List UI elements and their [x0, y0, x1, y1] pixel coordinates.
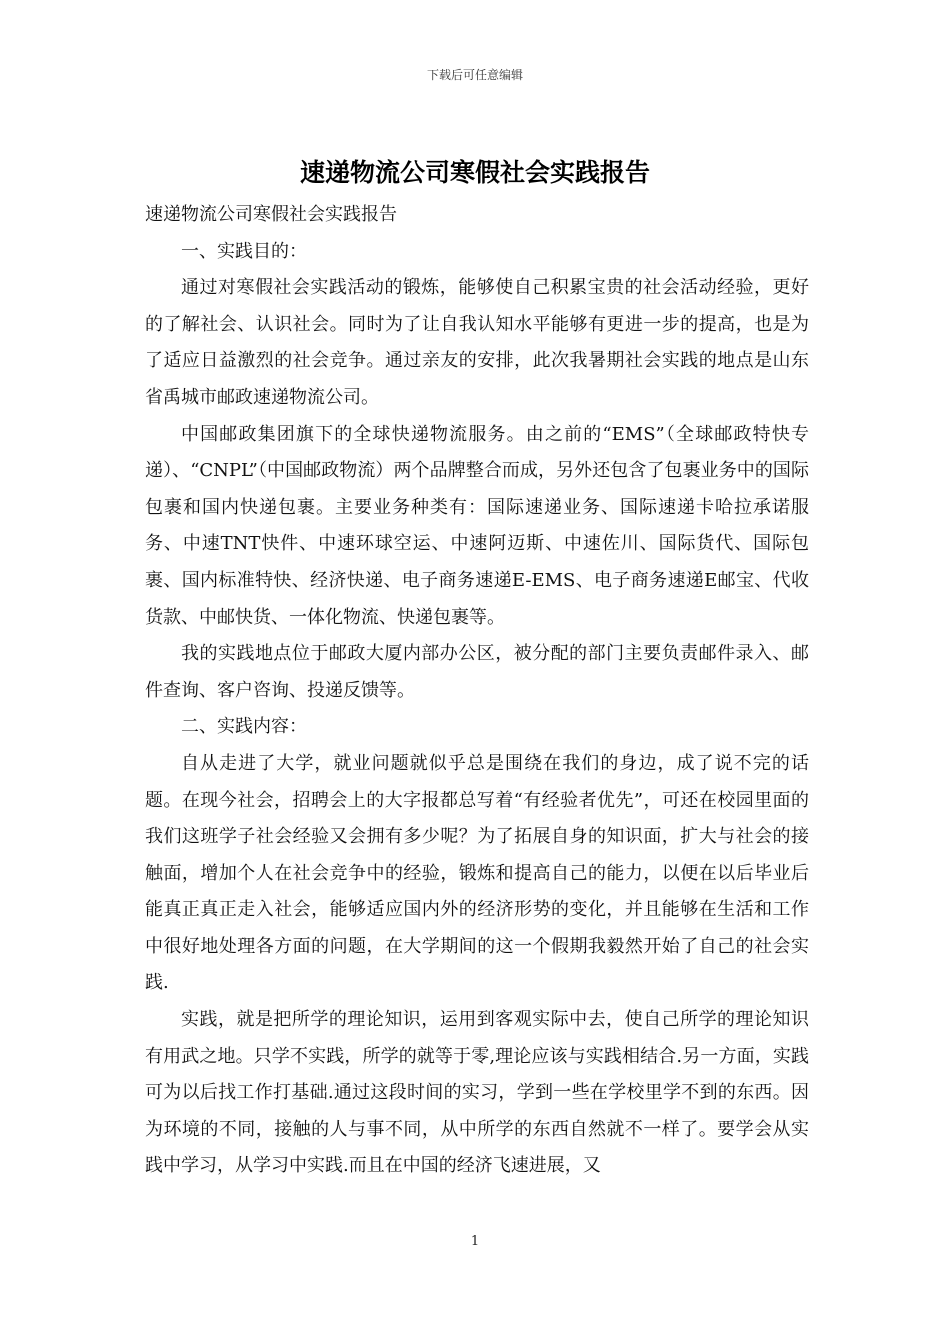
paragraph-practice-meaning: 实践，就是把所学的理论知识，运用到客观实际中去，使自己所学的理论知识有用武之地。只学不实践，所学的就等于零,理论应该与实践相结合.另一方面，实践可为以后找工作打基础.通过这段时间的实习，学到一些在学校里学不到的东西。因为环境的不同，接触的人与事不同，从中所学的东西自然就不一样了。要学会从实践中学习，从学习中实践.而且在中国的经济飞速进展，又	[145, 1009, 809, 1177]
section-heading-content: 二、实践内容：	[181, 716, 307, 738]
report-subtitle: 速递物流公司寒假社会实践报告	[145, 204, 397, 225]
paragraph-practice-location: 我的实践地点位于邮政大厦内部办公区，被分配的部门主要负责邮件录入、邮件查询、客户咨询、投递反馈等。	[145, 643, 809, 701]
paragraph-motivation: 自从走进了大学，就业问题就似乎总是围绕在我们的身边，成了说不完的话题。在现今社会，招聘会上的大字报都总写着“有经验者优先”，可还在校园里面的我们这班学子社会经验又会拥有多少呢？为了拓展自身的知识面，扩大与社会的接触面，增加个人在社会竞争中的经验，锻炼和提高自己的能力，以便在以后毕业后能真正真正走入社会，能够适应国内外的经济形势的变化，并且能够在生活和工作中很好地处理各方面的问题，在大学期间的这一个假期我毅然开始了自己的社会实践.	[145, 752, 809, 994]
paragraph-company-intro: 中国邮政集团旗下的全球快递物流服务。由之前的“EMS”（全球邮政特快专递）、“CNPL”（中国邮政物流）两个品牌整合而成，另外还包含了包裹业务中的国际包裹和国内快递包裹。主要业务种类有：国际速递业务、国际速递卡哈拉承诺服务、中速TNT快件、中速环球空运、中速阿迈斯、中速佐川、国际货代、国际包裹、国内标准特快、经济快递、电子商务速递E-EMS、电子商务速递E邮宝、代收货款、中邮快货、一体化物流、快递包裹等。	[145, 423, 809, 628]
header-note: 下载后可任意编辑	[426, 68, 523, 82]
document-title: 速递物流公司寒假社会实践报告	[299, 158, 650, 187]
section-heading-purpose: 一、实践目的：	[181, 240, 307, 262]
paragraph-purpose: 通过对寒假社会实践活动的锻炼，能够使自己积累宝贵的社会活动经验，更好的了解社会、认识社会。同时为了让自我认知水平能够有更进一步的提高，也是为了适应日益激烈的社会竞争。通过亲友的安排，此次我暑期社会实践的地点是山东省禹城市邮政速递物流公司。	[145, 277, 809, 408]
document-body	[145, 197, 809, 1185]
page-number: 1	[470, 1234, 480, 1249]
